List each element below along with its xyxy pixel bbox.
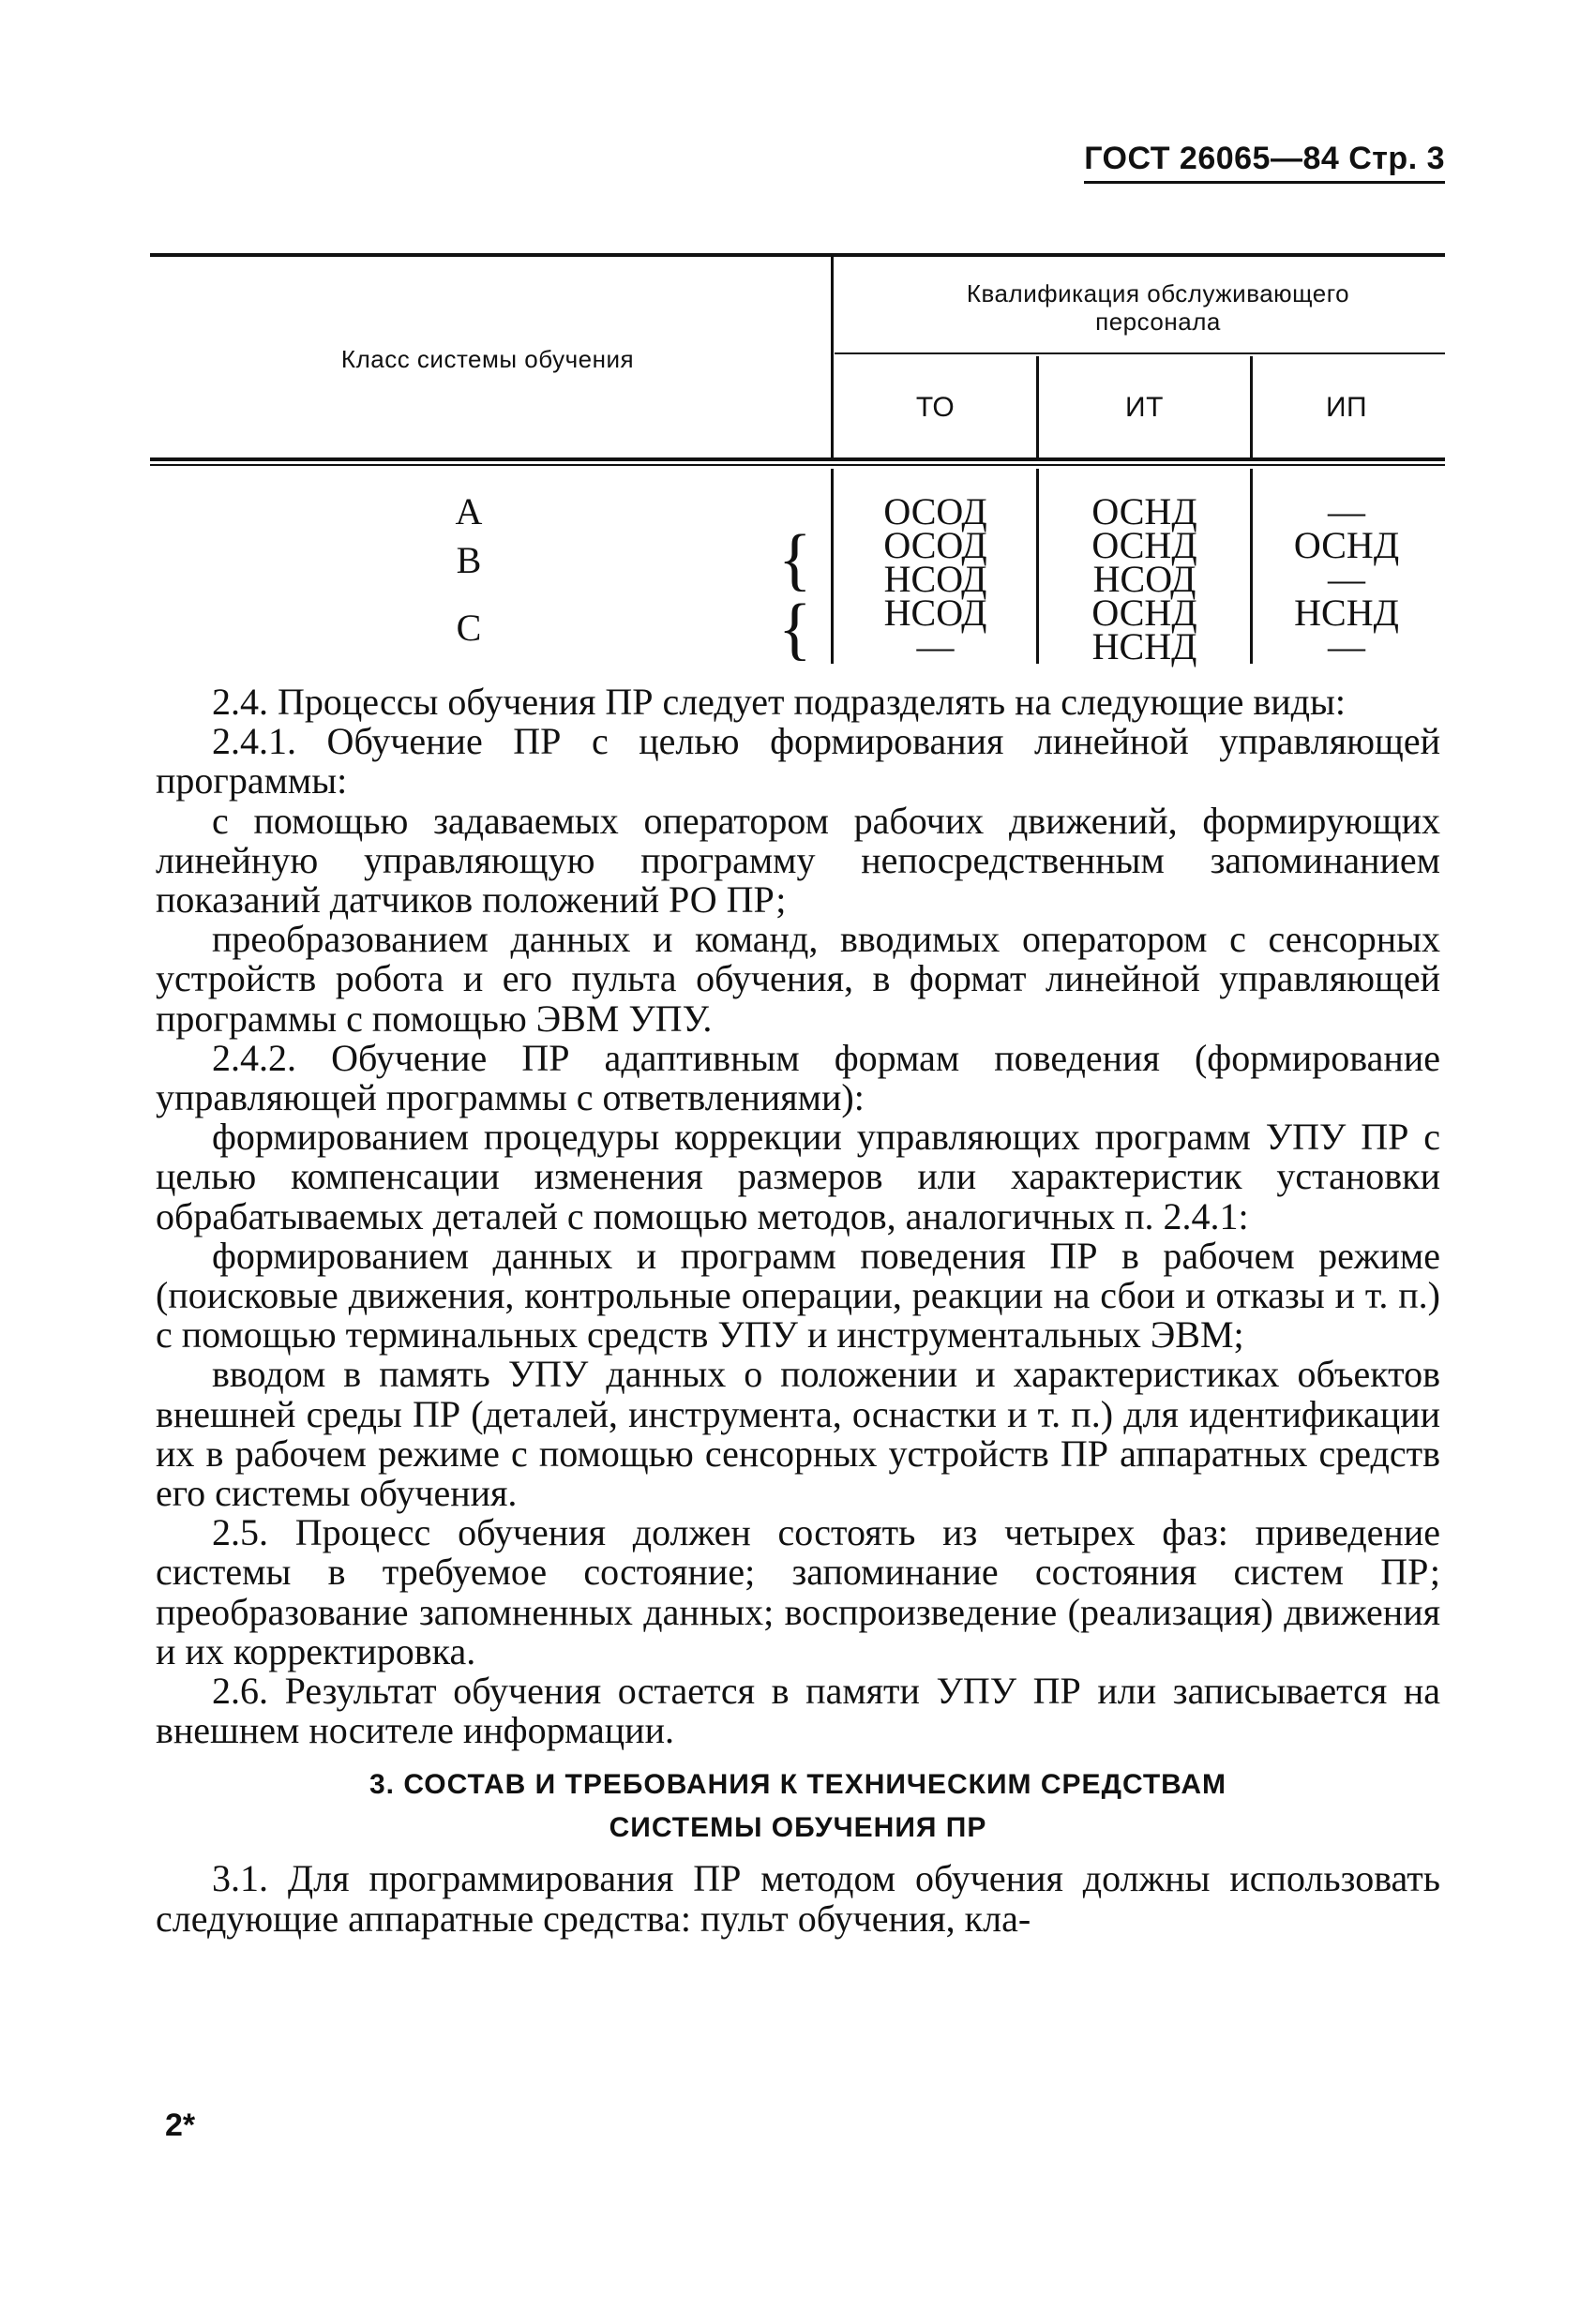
to-value: — <box>916 625 955 667</box>
ip-value: ОСНД <box>1293 524 1400 566</box>
ip-value: — <box>1328 558 1365 600</box>
class-column-header: Класс системы обучения <box>340 345 635 373</box>
it-value: НСОД <box>1092 558 1196 600</box>
paragraph: 2.6. Результат обучения остается в памяти УПУ ПР или записывается на внешнем носителе информации. <box>156 1670 1440 1752</box>
paragraph: 3.1. Для программирования ПР методом обучения должны использовать следующие аппаратные средства: пульт обучения, кла- <box>156 1857 1440 1940</box>
subheader-to: ТО <box>915 392 955 423</box>
table-body-divider-class <box>831 469 834 664</box>
table-subheader-rule <box>835 352 1445 354</box>
subheader-it: ИТ <box>1125 392 1164 423</box>
it-value: ОСНД <box>1091 592 1197 634</box>
body-text <box>156 682 1440 1939</box>
section-title-line-2: СИСТЕМЫ ОБУЧЕНИЯ ПР <box>609 1812 987 1844</box>
it-value: ОСНД <box>1091 490 1197 532</box>
ip-value: — <box>1328 625 1365 667</box>
page-footer-mark: 2* <box>165 2107 196 2143</box>
paragraph: 2.4. Процессы обучения ПР следует подразделять на следующие виды: <box>212 681 1347 723</box>
section-title-line-1: 3. СОСТАВ И ТРЕБОВАНИЯ К ТЕХНИЧЕСКИМ СРЕДСТВАМ <box>369 1769 1227 1801</box>
paragraph: с помощью задаваемых оператором рабочих движений, формирующих линейную управляющую программу непосредственным запоминанием показаний датчиков положений РО ПР; <box>156 799 1440 922</box>
it-value: ОСНД <box>1091 524 1197 566</box>
paragraph: 2.5. Процесс обучения должен состоять из четырех фаз: приведение системы в требуемое состояние; запоминание состояния систем ПР; преобразование запомненных данных; воспроизведение (реализация) движения и их корректировка. <box>156 1511 1440 1672</box>
it-value: НСНД <box>1091 625 1197 667</box>
ip-value: НСНД <box>1294 592 1399 634</box>
class-b: В <box>456 539 482 581</box>
to-value: НСОД <box>883 558 987 600</box>
paragraph: формированием процедуры коррекции управляющих программ УПУ ПР с целью компенсации изменения размеров или характеристик установки обрабатываемых деталей с помощью методов, аналогичных п. 2.4.1: <box>156 1116 1440 1237</box>
page-header: ГОСТ 26065—84 Стр. 3 <box>1084 141 1445 184</box>
brace-c: { <box>778 591 812 667</box>
brace-b: { <box>778 521 812 598</box>
table-header-bottom-rule-2 <box>150 464 1445 466</box>
paragraph: 2.4.2. Обучение ПР адаптивным формам поведения (формирование управляющей программы с ответвлениями): <box>156 1036 1440 1119</box>
paragraph: вводом в память УПУ данных о положении и характеристиках объектов внешней среды ПР (деталей, инструмента, оснастки и т. п.) для идентификации их в рабочем режиме с помощью сенсорных устройств ПР аппаратных средств его системы обучения. <box>156 1353 1440 1515</box>
class-c: С <box>456 607 482 649</box>
qualification-header: Квалификация обслуживающего персонала <box>966 279 1350 336</box>
class-a: А <box>455 490 483 532</box>
paragraph: формированием данных и программ поведения ПР в рабочем режиме (поисковые движения, контрольные операции, реакции на сбои и отказы и т. п.) с помощью терминальных средств УПУ и инструментальных ЭВМ; <box>156 1234 1440 1357</box>
section-title <box>156 1763 1440 1850</box>
table-top-rule <box>150 253 1445 257</box>
paragraph: преобразованием данных и команд, вводимых оператором с сенсорных устройств робота и его пульта обучения, в формат линейной управляющей программы с помощью ЭВМ УПУ. <box>156 918 1440 1040</box>
ip-value: — <box>1328 490 1365 532</box>
to-value: ОСОД <box>883 490 987 532</box>
subheader-ip: ИП <box>1325 392 1368 423</box>
to-value: НСОД <box>883 592 987 634</box>
table-divider-class <box>831 257 834 457</box>
paragraph: 2.4.1. Обучение ПР с целью формирования линейной управляющей программы: <box>156 720 1440 802</box>
table-header-bottom-rule <box>150 457 1445 461</box>
to-value: ОСОД <box>883 524 987 566</box>
